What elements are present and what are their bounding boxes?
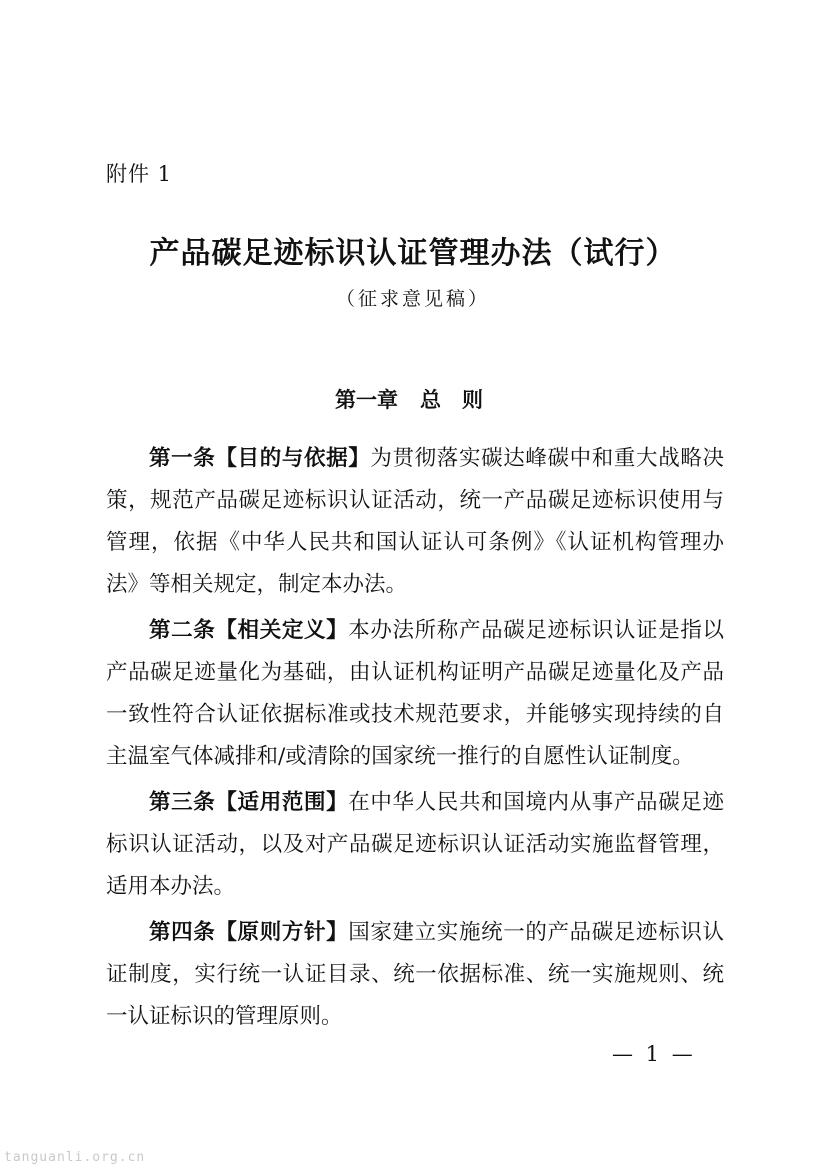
article-text: 国家建立实施统一的产品碳足迹标识认证制度，实行统一认证目录、统一依据标准、统一实施规则、统一认证标识的管理原则。 — [106, 920, 724, 1029]
article-text: 为贯彻落实碳达峰碳中和重大战略决策，规范产品碳足迹标识认证活动，统一产品碳足迹标识使用与管理，依据《中华人民共和国认证认可条例》《认证机构管理办法》等相关规定，制定本办法。 — [106, 446, 724, 597]
article-heading: 第一条【目的与依据】 — [149, 446, 371, 471]
article-paragraph — [106, 912, 724, 1038]
article-text: 在中华人民共和国境内从事产品碳足迹标识认证活动，以及对产品碳足迹标识认证活动实施监督管理，适用本办法。 — [106, 790, 724, 899]
article-paragraph — [106, 782, 724, 908]
watermark: tanguanli.org.cn — [4, 1150, 146, 1165]
document-title: 产品碳足迹标识认证管理办法（试行） — [149, 236, 677, 271]
document-body — [106, 438, 724, 1042]
chapter-heading — [0, 384, 826, 414]
article-heading: 第三条【适用范围】 — [149, 790, 349, 815]
article-heading: 第二条【相关定义】 — [149, 618, 349, 643]
article-heading: 第四条【原则方针】 — [149, 920, 349, 945]
article-paragraph — [106, 438, 724, 606]
attachment-label: 附件 1 — [106, 162, 173, 186]
chapter-name: 总 则 — [420, 388, 483, 412]
document-subtitle: （征求意见稿） — [335, 288, 490, 310]
chapter-number: 第一章 — [335, 388, 398, 412]
page-number: — 1 — — [612, 1042, 696, 1066]
article-paragraph — [106, 610, 724, 778]
article-text: 本办法所称产品碳足迹标识认证是指以产品碳足迹量化为基础，由认证机构证明产品碳足迹量化及产品一致性符合认证依据标准或技术规范要求，并能够实现持续的自主温室气体减排和/或清除的国家统一推行的自愿性认证制度。 — [106, 618, 724, 769]
